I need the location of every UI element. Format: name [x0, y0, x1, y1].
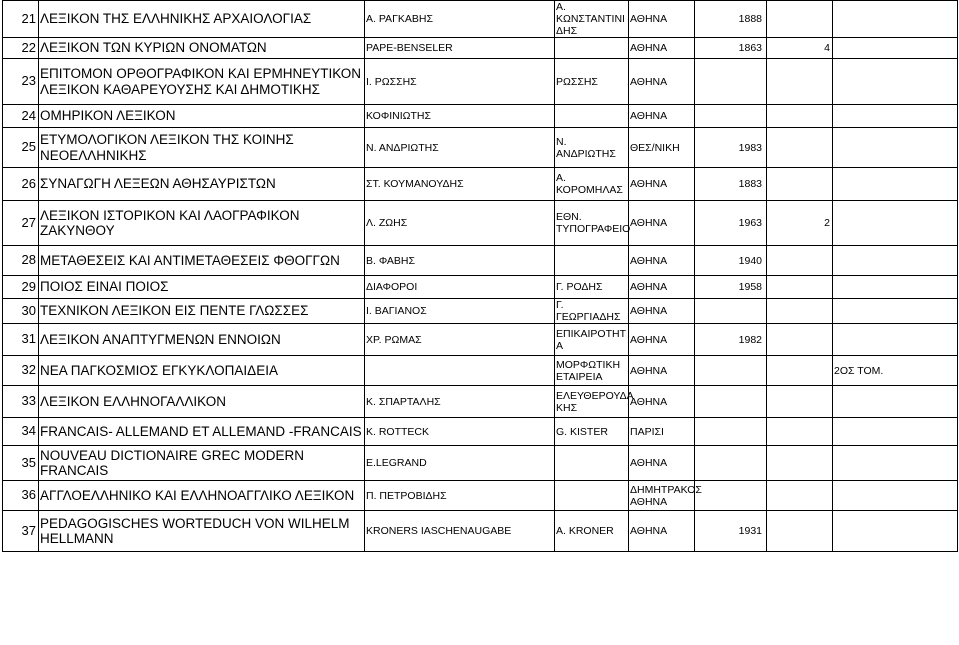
table-row [3, 38, 958, 59]
volume-cell [767, 386, 833, 418]
place-cell: ΑΘΗΝΑ [629, 356, 695, 386]
row-number: 36 [3, 481, 39, 511]
book-title: NOUVEAU DICTIONAIRE GREC MODERN FRANCAIS [39, 446, 365, 481]
volume-cell [767, 128, 833, 168]
author-cell: Κ. ΣΠΑΡΤΑΛΗΣ [365, 386, 555, 418]
row-number: 35 [3, 446, 39, 481]
publisher-cell: ΜΟΡΦΩΤΙΚΗ ΕΤΑΙΡΕΙΑ [555, 356, 629, 386]
book-title: PEDAGOGISCHES WORTEDUCH VON WILHELM HELLMANN [39, 511, 365, 552]
author-cell: Ι. ΒΑΓΙΑΝΟΣ [365, 299, 555, 324]
place-cell: ΑΘΗΝΑ [629, 386, 695, 418]
publisher-cell: G. KISTER [555, 418, 629, 446]
publisher-cell: Γ. ΡΟΔΗΣ [555, 276, 629, 299]
author-cell: Ν. ΑΝΔΡΙΩΤΗΣ [365, 128, 555, 168]
author-cell: K. ROTTECK [365, 418, 555, 446]
note-cell: 2ΟΣ ΤΟΜ. [833, 356, 958, 386]
volume-cell [767, 511, 833, 552]
author-cell: E.LEGRAND [365, 446, 555, 481]
row-number: 32 [3, 356, 39, 386]
place-cell: ΑΘΗΝΑ [629, 276, 695, 299]
row-number: 22 [3, 38, 39, 59]
volume-cell [767, 446, 833, 481]
year-cell: 1863 [695, 38, 767, 59]
place-cell: ΑΘΗΝΑ [629, 324, 695, 356]
book-title: ΛΕΞΙΚΟΝ ΙΣΤΟΡΙΚΟΝ ΚΑΙ ΛΑΟΓΡΑΦΙΚΟΝ ΖΑΚΥΝΘΟΥ [39, 201, 365, 246]
place-cell: ΑΘΗΝΑ [629, 511, 695, 552]
place-cell: ΑΘΗΝΑ [629, 168, 695, 201]
year-cell: 1982 [695, 324, 767, 356]
publisher-cell: Α. ΚΟΡΟΜΗΛΑΣ [555, 168, 629, 201]
row-number: 37 [3, 511, 39, 552]
note-cell [833, 418, 958, 446]
volume-cell [767, 481, 833, 511]
publisher-cell: A. KRONER [555, 511, 629, 552]
publisher-cell: ΕΛΕΥΘΕΡΟΥΔΑ ΚΗΣ [555, 386, 629, 418]
author-cell: PAPE-BENSELER [365, 38, 555, 59]
year-cell: 1958 [695, 276, 767, 299]
table-row [3, 1, 958, 38]
author-cell [365, 356, 555, 386]
volume-cell [767, 418, 833, 446]
author-cell: Α. ΡΑΓΚΑΒΗΣ [365, 1, 555, 38]
author-cell: Β. ΦΑΒΗΣ [365, 246, 555, 276]
publisher-cell [555, 38, 629, 59]
row-number: 28 [3, 246, 39, 276]
row-number: 31 [3, 324, 39, 356]
book-title: ΛΕΞΙΚΟΝ ΑΝΑΠΤΥΓΜΕΝΩΝ ΕΝΝΟΙΩΝ [39, 324, 365, 356]
note-cell [833, 481, 958, 511]
row-number: 25 [3, 128, 39, 168]
table-row [3, 324, 958, 356]
author-cell: ΔΙΑΦΟΡΟΙ [365, 276, 555, 299]
row-number: 24 [3, 105, 39, 128]
note-cell [833, 1, 958, 38]
place-cell: ΑΘΗΝΑ [629, 299, 695, 324]
book-title: ΛΕΞΙΚΟΝ ΤΩΝ ΚΥΡΙΩΝ ΟΝΟΜΑΤΩΝ [39, 38, 365, 59]
note-cell [833, 105, 958, 128]
volume-cell [767, 59, 833, 105]
book-title: ΤΕΧΝΙΚΟΝ ΛΕΞΙΚΟΝ ΕΙΣ ΠΕΝΤΕ ΓΛΩΣΣΕΣ [39, 299, 365, 324]
volume-cell [767, 168, 833, 201]
table-row [3, 128, 958, 168]
book-title: ΕΤΥΜΟΛΟΓΙΚΟΝ ΛΕΞΙΚΟΝ ΤΗΣ ΚΟΙΝΗΣ ΝΕΟΕΛΛΗΝΙΚΗΣ [39, 128, 365, 168]
volume-cell: 4 [767, 38, 833, 59]
book-title: ΜΕΤΑΘΕΣΕΙΣ ΚΑΙ ΑΝΤΙΜΕΤΑΘΕΣΕΙΣ ΦΘΟΓΓΩΝ [39, 246, 365, 276]
table-row [3, 276, 958, 299]
table-row [3, 418, 958, 446]
note-cell [833, 386, 958, 418]
row-number: 27 [3, 201, 39, 246]
table-row [3, 59, 958, 105]
book-title: ΛΕΞΙΚΟΝ ΕΛΛΗΝΟΓΑΛΛΙΚΟΝ [39, 386, 365, 418]
place-cell: ΑΘΗΝΑ [629, 201, 695, 246]
book-title: ΠΟΙΟΣ ΕΙΝΑΙ ΠΟΙΟΣ [39, 276, 365, 299]
author-cell: ΚΟΦΙΝΙΩΤΗΣ [365, 105, 555, 128]
publisher-cell: Γ. ΓΕΩΡΓΙΑΔΗΣ [555, 299, 629, 324]
note-cell [833, 324, 958, 356]
note-cell [833, 201, 958, 246]
catalog-rows [3, 1, 958, 552]
table-row [3, 246, 958, 276]
publisher-cell [555, 246, 629, 276]
volume-cell [767, 299, 833, 324]
table-row [3, 168, 958, 201]
catalog-table [2, 0, 958, 552]
publisher-cell [555, 481, 629, 511]
volume-cell [767, 276, 833, 299]
place-cell: ΑΘΗΝΑ [629, 446, 695, 481]
place-cell: ΘΕΣ/ΝΙΚΗ [629, 128, 695, 168]
row-number: 33 [3, 386, 39, 418]
volume-cell [767, 246, 833, 276]
author-cell: ΧΡ. ΡΩΜΑΣ [365, 324, 555, 356]
year-cell: 1883 [695, 168, 767, 201]
book-title: ΟΜΗΡΙΚΟΝ ΛΕΞΙΚΟΝ [39, 105, 365, 128]
place-cell: ΑΘΗΝΑ [629, 1, 695, 38]
place-cell: ΠΑΡΙΣΙ [629, 418, 695, 446]
place-cell: ΑΘΗΝΑ [629, 105, 695, 128]
year-cell [695, 59, 767, 105]
table-row [3, 105, 958, 128]
year-cell: 1940 [695, 246, 767, 276]
book-title: ΛΕΞΙΚΟΝ ΤΗΣ ΕΛΛΗΝΙΚΗΣ ΑΡΧΑΙΟΛΟΓΙΑΣ [39, 1, 365, 38]
year-cell [695, 418, 767, 446]
year-cell: 1931 [695, 511, 767, 552]
note-cell [833, 446, 958, 481]
book-title: ΑΓΓΛΟΕΛΛΗΝΙΚΟ ΚΑΙ ΕΛΛΗΝΟΑΓΓΛΙΚΟ ΛΕΞΙΚΟΝ [39, 481, 365, 511]
table-row [3, 299, 958, 324]
row-number: 30 [3, 299, 39, 324]
publisher-cell: ΡΩΣΣΗΣ [555, 59, 629, 105]
year-cell [695, 299, 767, 324]
note-cell [833, 168, 958, 201]
note-cell [833, 299, 958, 324]
book-title: ΣΥΝΑΓΩΓΗ ΛΕΞΕΩΝ ΑΘΗΣΑΥΡΙΣΤΩΝ [39, 168, 365, 201]
publisher-cell: ΕΘΝ. ΤΥΠΟΓΡΑΦΕΙΟ [555, 201, 629, 246]
volume-cell [767, 356, 833, 386]
row-number: 23 [3, 59, 39, 105]
place-cell: ΔΗΜΗΤΡΑΚΟΣ ΑΘΗΝΑ [629, 481, 695, 511]
volume-cell: 2 [767, 201, 833, 246]
row-number: 21 [3, 1, 39, 38]
table-row [3, 511, 958, 552]
volume-cell [767, 1, 833, 38]
note-cell [833, 128, 958, 168]
table-row [3, 386, 958, 418]
year-cell: 1983 [695, 128, 767, 168]
table-row [3, 201, 958, 246]
publisher-cell [555, 446, 629, 481]
note-cell [833, 38, 958, 59]
note-cell [833, 246, 958, 276]
table-row [3, 446, 958, 481]
volume-cell [767, 324, 833, 356]
year-cell: 1888 [695, 1, 767, 38]
year-cell [695, 446, 767, 481]
author-cell: Λ. ΖΩΗΣ [365, 201, 555, 246]
author-cell: Π. ΠΕΤΡΟΒΙΔΗΣ [365, 481, 555, 511]
place-cell: ΑΘΗΝΑ [629, 38, 695, 59]
year-cell [695, 356, 767, 386]
publisher-cell: Ν. ΑΝΔΡΙΩΤΗΣ [555, 128, 629, 168]
author-cell: KRONERS IASCHENAUGABE [365, 511, 555, 552]
row-number: 29 [3, 276, 39, 299]
place-cell: ΑΘΗΝΑ [629, 59, 695, 105]
table-row [3, 356, 958, 386]
place-cell: ΑΘΗΝΑ [629, 246, 695, 276]
book-title: FRANCAIS- ALLEMAND ET ALLEMAND -FRANCAIS [39, 418, 365, 446]
note-cell [833, 276, 958, 299]
year-cell: 1963 [695, 201, 767, 246]
year-cell [695, 386, 767, 418]
row-number: 26 [3, 168, 39, 201]
publisher-cell [555, 105, 629, 128]
publisher-cell: Α. ΚΩΝΣΤΑΝΤΙΝΙ ΔΗΣ [555, 1, 629, 38]
book-title: ΝΕΑ ΠΑΓΚΟΣΜΙΟΣ ΕΓΚΥΚΛΟΠΑΙΔΕΙΑ [39, 356, 365, 386]
volume-cell [767, 105, 833, 128]
publisher-cell: ΕΠΙΚΑΙΡΟΤΗΤ Α [555, 324, 629, 356]
book-title: ΕΠΙΤΟΜΟΝ ΟΡΘΟΓΡΑΦΙΚΟΝ ΚΑΙ ΕΡΜΗΝΕΥΤΙΚΟΝ ΛΕΞΙΚΟΝ ΚΑΘΑΡΕΥΟΥΣΗΣ ΚΑΙ ΔΗΜΟΤΙΚΗΣ [39, 59, 365, 105]
table-row [3, 481, 958, 511]
year-cell [695, 105, 767, 128]
note-cell [833, 511, 958, 552]
author-cell: ΣΤ. ΚΟΥΜΑΝΟΥΔΗΣ [365, 168, 555, 201]
author-cell: Ι. ΡΩΣΣΗΣ [365, 59, 555, 105]
note-cell [833, 59, 958, 105]
row-number: 34 [3, 418, 39, 446]
year-cell [695, 481, 767, 511]
